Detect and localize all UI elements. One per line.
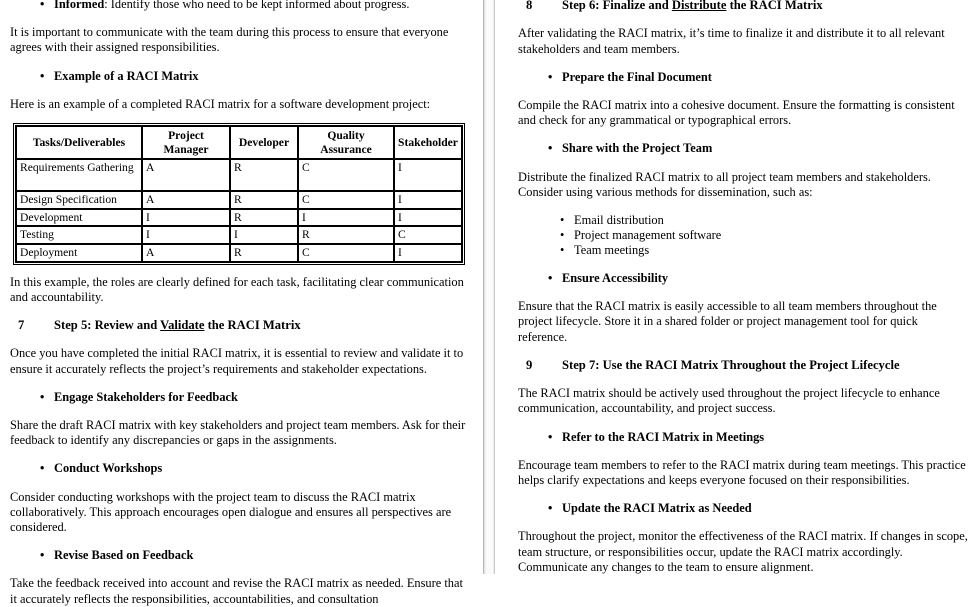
cell-quality-assurance: C [298,191,394,209]
heading-step-6 [518,0,968,13]
bullet-example-raci-matrix [10,69,470,84]
cell-developer: R [230,191,298,209]
cell-project-manager: A [142,191,230,209]
bullet-dot-icon: • [40,68,45,83]
bullet-share-with-project-team-label: Share with the Project Team [562,141,713,156]
heading-step-5-number: 7 [18,317,25,332]
paragraph-roles-defined: In this example, the roles are clearly defined for each task, facilitating clear communication and accountability. [10,274,464,304]
raci-table-body [16,159,462,261]
page-edge-right [494,0,495,574]
bullet-conduct-workshops-label: Conduct Workshops [54,461,163,476]
paragraph-share-draft: Share the draft RACI matrix with key stakeholders and project team members. Ask for their feedback to identify any discrepancies or gaps in the assignments. [10,418,466,448]
cell-quality-assurance: C [298,159,394,191]
cell-stakeholder: I [394,159,462,191]
page-gutter-divider [480,0,500,574]
table-row [16,244,462,262]
cell-task: Design Specification [16,191,142,209]
cell-stakeholder: I [394,244,462,262]
bullet-dot-icon: • [40,0,45,11]
bullet-ensure-accessibility [518,271,968,286]
table-row [16,209,462,227]
document-page-right [500,0,980,574]
raci-matrix-table [15,125,463,263]
cell-stakeholder: C [394,226,462,244]
bullet-ensure-accessibility-label: Ensure Accessibility [562,271,669,286]
header-developer: Developer [230,126,298,159]
bullet-informed-rest: : Identify those who need to be kept informed about progress. [104,0,410,11]
list-item [518,228,968,243]
cell-quality-assurance: I [298,209,394,227]
bullet-dot-icon: • [560,243,565,258]
cell-developer: R [230,244,298,262]
heading-step-5-pre: Step 5: Review and [54,317,161,332]
list-item-label: Project management software [574,228,722,243]
cell-project-manager: A [142,244,230,262]
bullet-revise-based-on-feedback-label: Revise Based on Feedback [54,548,194,563]
bullet-dot-icon: • [40,389,45,404]
paragraph-workshops: Consider conducting workshops with the project team to discuss the RACI matrix collaboratively. This approach encourages open dialogue and ensures all perspectives are considered. [10,489,452,535]
cell-project-manager: I [142,226,230,244]
table-row [16,191,462,209]
bullet-dot-icon: • [40,461,45,476]
page-edge-left [483,0,484,574]
heading-step-6-number: 8 [526,0,533,12]
cell-task: Requirements Gathering [16,159,142,191]
document-page-left [0,0,480,606]
bullet-example-raci-matrix-label: Example of a RACI Matrix [54,68,199,83]
cell-developer: I [230,226,298,244]
bullet-dot-icon: • [548,429,553,444]
heading-step-5-underlined: Validate [160,317,205,332]
bullet-dot-icon: • [560,213,565,228]
raci-table-head [16,126,462,159]
cell-developer: R [230,159,298,191]
cell-project-manager: I [142,209,230,227]
cell-quality-assurance: R [298,226,394,244]
bullet-prepare-final-document-label: Prepare the Final Document [562,69,712,84]
bullet-revise-based-on-feedback [10,548,470,563]
paragraph-review-validate: Once you have completed the initial RACI matrix, it is essential to review and validate it to ensure it accurately reflects the project’s requirements and stakeholder expectations. [10,346,464,376]
bullet-dot-icon: • [560,228,565,243]
cell-stakeholder: I [394,209,462,227]
bullet-dot-icon: • [548,271,553,286]
header-quality-assurance: Quality Assurance [298,126,394,159]
cell-quality-assurance: C [298,244,394,262]
bullet-dot-icon: • [548,501,553,516]
paragraph-ensure-accessible: Ensure that the RACI matrix is easily accessible to all team members throughout the project lifecycle. Store it in a shared folder or project management tool for quick reference. [518,299,937,344]
header-stakeholder: Stakeholder [394,126,462,159]
cell-developer: R [230,209,298,227]
heading-step-7-number: 9 [526,357,533,372]
list-item [518,213,968,228]
cell-task: Deployment [16,244,142,262]
header-tasks-deliverables: Tasks/Deliverables [16,126,142,159]
paragraph-compile-matrix: Compile the RACI matrix into a cohesive document. Ensure the formatting is consistent and check for any grammatical or typographical errors. [518,98,955,128]
list-item-label: Email distribution [574,213,664,228]
list-item [518,243,968,258]
bullet-conduct-workshops [10,461,470,476]
paragraph-distribute-finalized: Distribute the finalized RACI matrix to all project team members and stakeholders. Consider using various methods for dissemination, such as: [518,169,931,199]
raci-table-wrapper [10,125,470,263]
bullet-update-as-needed [518,501,968,516]
bullet-update-as-needed-label: Update the RACI Matrix as Needed [562,501,752,516]
paragraph-encourage-team: Encourage team members to refer to the RACI matrix during team meetings. This practice helps clarify expectations and keeps everyone focused on their responsibilities. [518,457,966,488]
bullet-engage-stakeholders-label: Engage Stakeholders for Feedback [54,389,238,404]
paragraph-communicate-team: It is important to communicate with the team during this process to ensure that everyone agrees with their assigned responsibilities. [10,25,449,55]
heading-step-6-post: the RACI Matrix [726,0,823,12]
heading-step-5-post: the RACI Matrix [204,317,301,332]
page-gutter-fill [484,0,494,574]
heading-step-6-pre: Step 6: Finalize and [562,0,672,12]
list-item-label: Team meetings [574,243,650,258]
paragraph-monitor-effectiveness: Throughout the project, monitor the effectiveness of the RACI matrix. If changes in scope, team structure, or responsibilities occur, update the RACI matrix accordingly. Communicate any changes to the team to ensure alignment. [518,529,968,574]
table-row [16,159,462,191]
table-header-row [16,126,462,159]
paragraph-after-validating: After validating the RACI matrix, it’s time to finalize it and distribute it to all relevant stakeholders and team members. [518,26,945,56]
cell-task: Testing [16,226,142,244]
paragraph-actively-used: The RACI matrix should be actively used throughout the project lifecycle to enhance communication, accountability, and project success. [518,386,940,416]
cell-task: Development [16,209,142,227]
cell-stakeholder: I [394,191,462,209]
bullet-dot-icon: • [548,141,553,156]
heading-step-7-pre: Step 7: Use the RACI Matrix Throughout the Project Lifecycle [562,357,900,372]
table-row [16,226,462,244]
bullet-refer-in-meetings-label: Refer to the RACI Matrix in Meetings [562,429,765,444]
heading-step-5 [10,318,470,333]
bullet-informed-lead: Informed [54,0,105,11]
bullet-dot-icon: • [40,548,45,563]
cell-project-manager: A [142,159,230,191]
bullet-prepare-final-document [518,70,968,85]
heading-step-6-underlined: Distribute [671,0,727,12]
bullet-dot-icon: • [548,69,553,84]
heading-step-7 [518,358,968,373]
paragraph-take-feedback: Take the feedback received into account and revise the RACI matrix as needed. Ensure that it accurately reflects the responsibilities, accountabilities, and consultation [10,576,463,606]
dissemination-methods-list [518,213,968,258]
paragraph-example-intro: Here is an example of a completed RACI matrix for a software development project: [10,96,431,111]
bullet-refer-in-meetings [518,430,968,445]
bullet-share-with-project-team [518,141,968,156]
bullet-engage-stakeholders [10,390,470,405]
header-project-manager: Project Manager [142,126,230,159]
bullet-informed [10,0,470,12]
